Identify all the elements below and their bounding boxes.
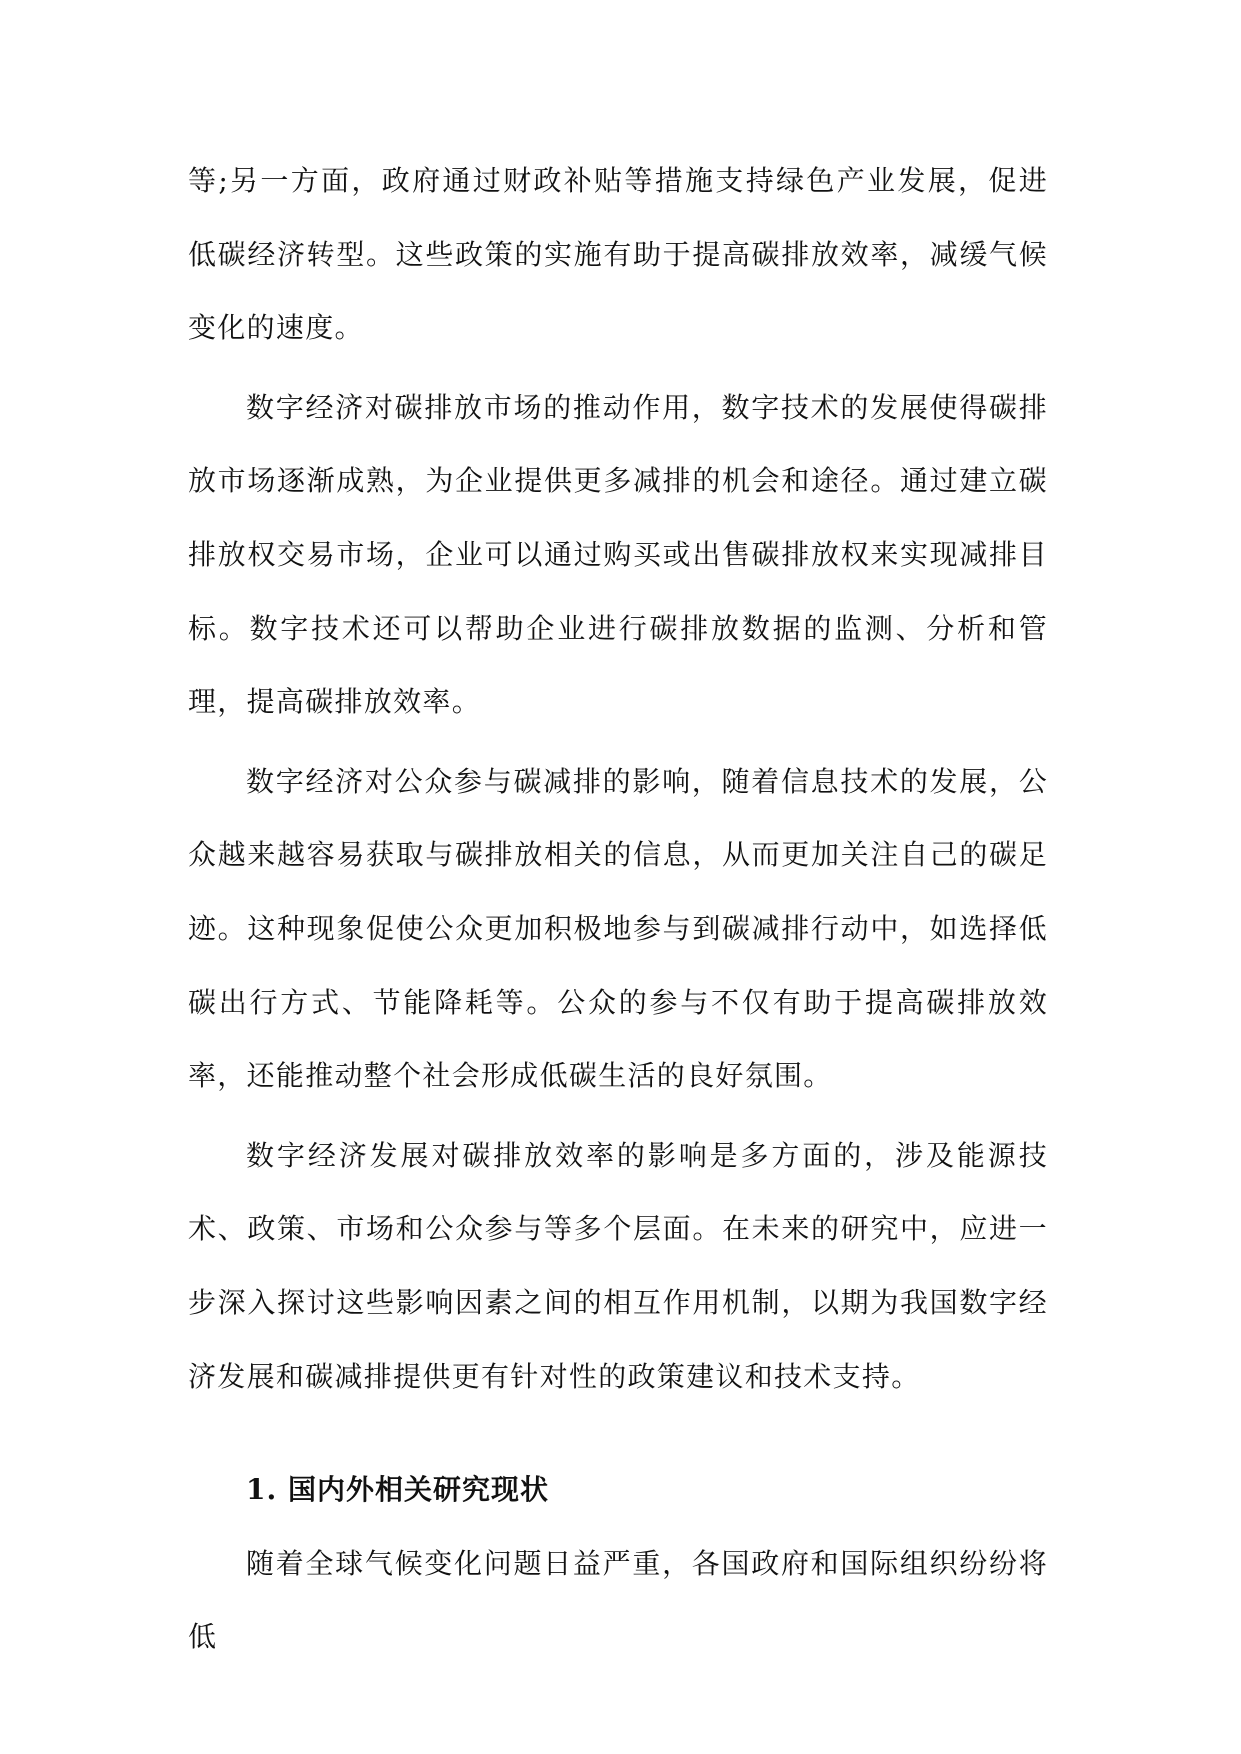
paragraph-public-participation: 数字经济对公众参与碳减排的影响，随着信息技术的发展，公众越来越容易获取与碳排放相关的信息，从而更加关注自己的碳足迹。这种现象促使公众更加积极地参与到碳减排行动中，如选择低碳出行方式、节能降耗等。公众的参与不仅有助于提高碳排放效率，还能推动整个社会形成低碳生活的良好氛围。	[188, 764, 1048, 1093]
paragraph-policy-continuation: 等;另一方面，政府通过财政补贴等措施支持绿色产业发展，促进低碳经济转型。这些政策的实施有助于提高碳排放效率，减缓气候变化的速度。	[188, 164, 1048, 345]
paragraph-carbon-market: 数字经济对碳排放市场的推动作用，数字技术的发展使得碳排放市场逐渐成熟，为企业提供更多减排的机会和途径。通过建立碳排放权交易市场，企业可以通过购买或出售碳排放权来实现减排目标。数字技术还可以帮助企业进行碳排放数据的监测、分析和管理，提高碳排放效率。	[188, 390, 1048, 719]
document-body	[188, 144, 1048, 1674]
paragraph-summary: 数字经济发展对碳排放效率的影响是多方面的，涉及能源技术、政策、市场和公众参与等多个层面。在未来的研究中，应进一步深入探讨这些影响因素之间的相互作用机制，以期为我国数字经济发展和碳减排提供更有针对性的政策建议和技术支持。	[188, 1138, 1048, 1393]
section-heading: 1. 国内外相关研究现状	[246, 1473, 549, 1507]
paragraph-section-intro: 随着全球气候变化问题日益严重，各国政府和国际组织纷纷将低	[188, 1546, 1048, 1654]
